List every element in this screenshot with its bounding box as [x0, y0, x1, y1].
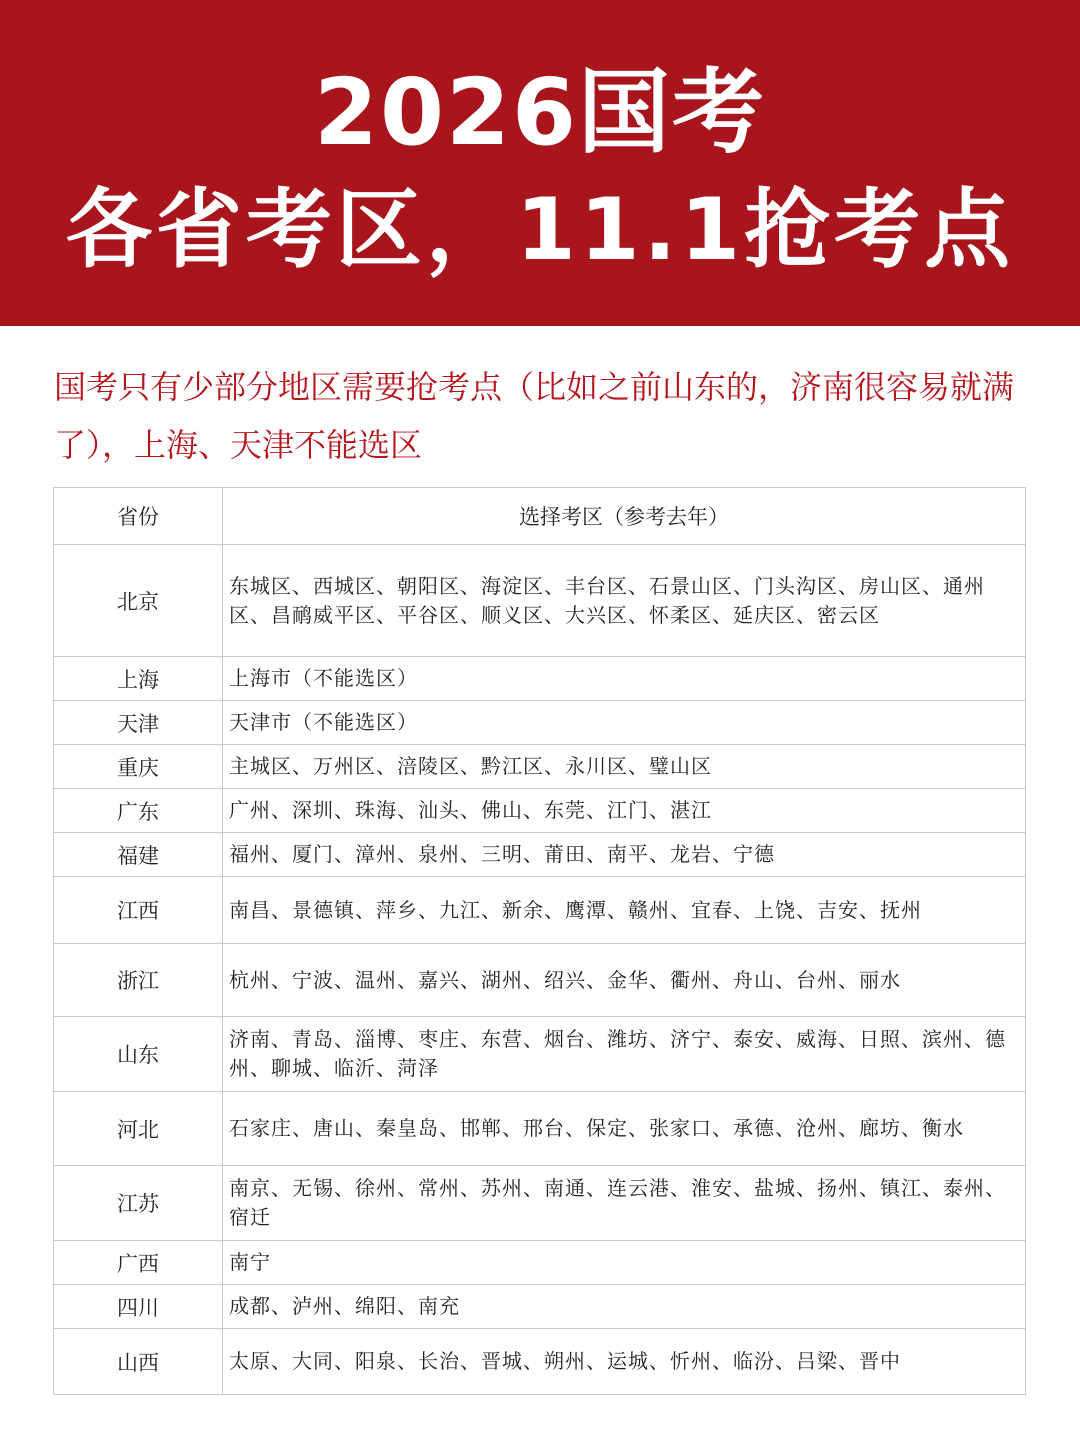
table-row [54, 745, 1026, 789]
table-row [54, 833, 1026, 877]
areas-cell: 南京、无锡、徐州、常州、苏州、南通、连云港、淮安、盐城、扬州、镇江、泰州、宿迁 [223, 1166, 1026, 1241]
table-row [54, 877, 1026, 944]
title-banner [0, 0, 1080, 326]
province-cell: 四川 [54, 1285, 223, 1329]
table-row [54, 701, 1026, 745]
areas-cell: 福州、厦门、漳州、泉州、三明、莆田、南平、龙岩、宁德 [223, 833, 1026, 877]
areas-cell: 南宁 [223, 1241, 1026, 1285]
province-cell: 广东 [54, 789, 223, 833]
province-cell: 江西 [54, 877, 223, 944]
areas-cell: 东城区、西城区、朝阳区、海淀区、丰台区、石景山区、门头沟区、房山区、通州区、昌鸸威平区、平谷区、顺义区、大兴区、怀柔区、延庆区、密云区 [223, 545, 1026, 657]
table-row [54, 944, 1026, 1017]
title-line-2: 各省考区，11.1抢考点 [65, 180, 1015, 280]
province-cell: 江苏 [54, 1166, 223, 1241]
table-row [54, 545, 1026, 657]
areas-cell: 南昌、景德镇、萍乡、九江、新余、鹰潭、赣州、宜春、上饶、吉安、抚州 [223, 877, 1026, 944]
province-cell: 河北 [54, 1092, 223, 1166]
exam-region-table [53, 487, 1026, 1395]
table-row [54, 1329, 1026, 1395]
province-cell: 浙江 [54, 944, 223, 1017]
table-row [54, 1285, 1026, 1329]
areas-cell: 上海市（不能选区） [223, 657, 1026, 701]
province-cell: 福建 [54, 833, 223, 877]
areas-cell: 主城区、万州区、涪陵区、黔江区、永川区、璧山区 [223, 745, 1026, 789]
province-cell: 山东 [54, 1017, 223, 1092]
areas-cell: 石家庄、唐山、秦皇岛、邯郸、邢台、保定、张家口、承德、沧州、廊坊、衡水 [223, 1092, 1026, 1166]
table-row [54, 657, 1026, 701]
province-cell: 重庆 [54, 745, 223, 789]
areas-cell: 广州、深圳、珠海、汕头、佛山、东莞、江门、湛江 [223, 789, 1026, 833]
title-line-1: 2026国考 [313, 59, 767, 166]
province-cell: 广西 [54, 1241, 223, 1285]
table-row [54, 1017, 1026, 1092]
table-row [54, 1166, 1026, 1241]
province-cell: 天津 [54, 701, 223, 745]
areas-cell: 杭州、宁波、温州、嘉兴、湖州、绍兴、金华、衢州、舟山、台州、丽水 [223, 944, 1026, 1017]
table-header-row [54, 488, 1026, 545]
areas-cell: 成都、泸州、绵阳、南充 [223, 1285, 1026, 1329]
table-row [54, 1092, 1026, 1166]
header-areas: 选择考区（参考去年） [223, 488, 1026, 545]
table-row [54, 789, 1026, 833]
province-cell: 北京 [54, 545, 223, 657]
notice-text: 国考只有少部分地区需要抢考点（比如之前山东的，济南很容易就满了），上海、天津不能选区 [54, 368, 1015, 464]
areas-cell: 天津市（不能选区） [223, 701, 1026, 745]
province-cell: 上海 [54, 657, 223, 701]
table-row [54, 1241, 1026, 1285]
province-cell: 山西 [54, 1329, 223, 1395]
areas-cell: 济南、青岛、淄博、枣庄、东营、烟台、潍坊、济宁、泰安、威海、日照、滨州、德州、聊城、临沂、菏泽 [223, 1017, 1026, 1092]
areas-cell: 太原、大同、阳泉、长治、晋城、朔州、运城、忻州、临汾、吕梁、晋中 [223, 1329, 1026, 1395]
header-province: 省份 [54, 488, 223, 545]
